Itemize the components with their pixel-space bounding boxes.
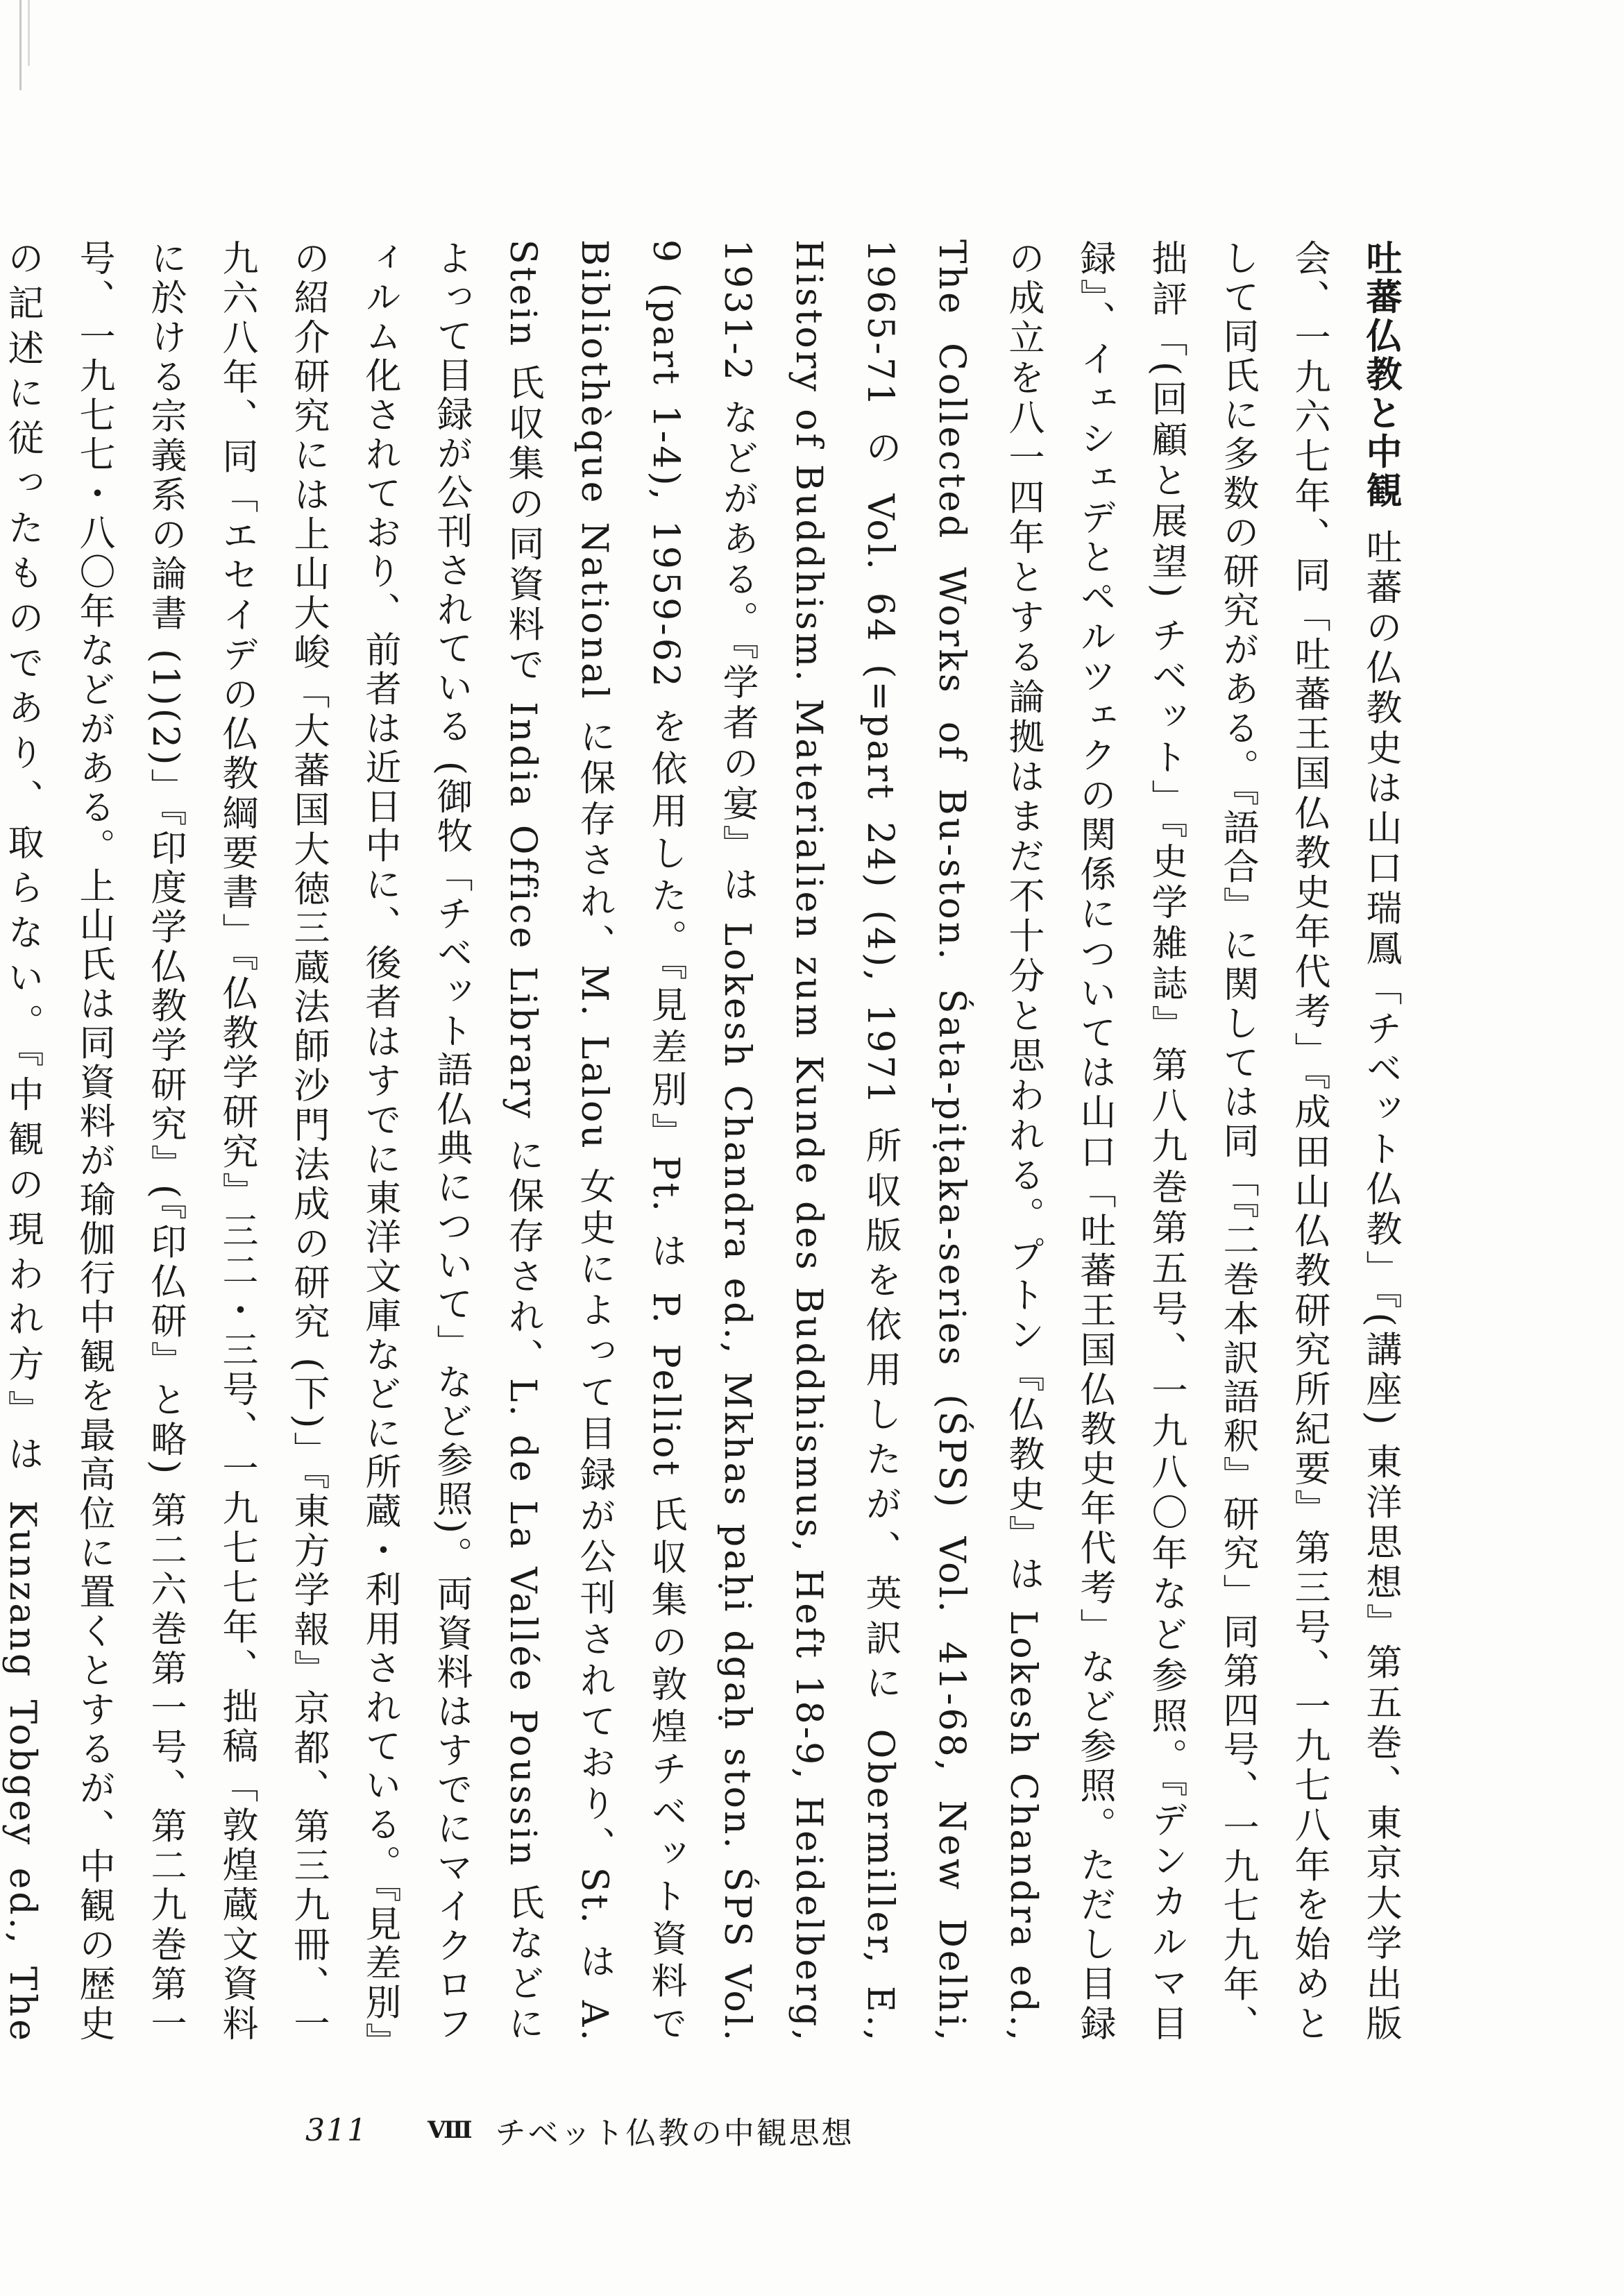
page-number: 311 bbox=[305, 2112, 368, 2148]
section-heading: 吐蕃仏教と中観 bbox=[1360, 239, 1401, 511]
scan-edge-mark bbox=[28, 0, 30, 66]
vertical-body-text bbox=[1, 239, 1416, 2044]
scan-edge-mark bbox=[19, 0, 22, 90]
page-footer bbox=[305, 2102, 854, 2158]
running-title: チベット仏教の中観思想 bbox=[495, 2116, 854, 2151]
section-tubo-buddhism bbox=[0, 239, 1416, 2043]
section-body: 吐蕃の仏教史は山口瑞鳳「チベット仏教」『(講座) 東洋思想』第五巻、東京大学出版会、一九六七年、同「吐蕃王国仏教史年代考」『成田山仏教研究所紀要』第三号、一九七八年を始めとして同氏に多数の研究がある。『語合』に関しては同「『二巻本訳語釈』研究」同第四号、一九七九年、拙評「(回顧と展望) チベット」『史学雑誌』第八九巻第五号、一九八〇年など参照。『デンカルマ目録』、イェシェデとペルツェクの関係については山口「吐蕃王国仏教史年代考」など参照。ただし目録の成立を八一四年とする論拠はまだ不十分と思われる。プトン『仏教史』は Lokesh Chandra ed., The Collected Works of Bu-ston. Śata-piṭaka-series (ŚPS) Vol. 41-68, New Delhi, 1965-71 の Vol. 64 (=part 24) (4), 1971 所収版を依用したが、英訳に Obermiller, E., History of Buddhism. Materialien zum Kunde des Buddhismus, Heft 18-9, Heidelberg, 1931-2 などがある。『学者の宴』は Lokesh Chandra ed., Mkhas paḥi dgaḥ ston. ŚPS Vol. 9 (part 1-4), 1959-62 を依用した。『見差別』Pt. は P. Pelliot 氏収集の敦煌チベット資料で Bibliothèque National に保存され、M. Lalou 女史によって目録が公刊されており、St. は A. Stein 氏収集の同資料で India Office Library に保存され、L. de La Vallée Poussin 氏などによって目録が公刊されている (御牧「チベット語仏典について」など参照)。両資料はすでにマイクロフィルム化されており、前者は近日中に、後者はすでに東洋文庫などに所蔵・利用されている。『見差別』の紹介研究には上山大峻「大蕃国大徳三蔵法師沙門法成の研究 (下)」『東方学報』京都、第三九冊、一九六八年、同「エセイデの仏教綱要書」『仏教学研究』三二・三号、一九七七年、拙稿「敦煌蔵文資料に於ける宗義系の論書 (1)(2)」『印度学仏教学研究』(『印仏研』と略) 第二六巻第一号、第二九巻第一号、一九七七・八〇年などがある。上山氏は同資料が瑜伽行中観を最高位に置くとするが、中観の歴史の記述に従ったものであり、取らない。『中観の現われ方』は Kunzang Tobgey ed., The bbox=[1, 239, 1401, 2044]
chapter-number: Ⅷ bbox=[427, 2116, 472, 2144]
